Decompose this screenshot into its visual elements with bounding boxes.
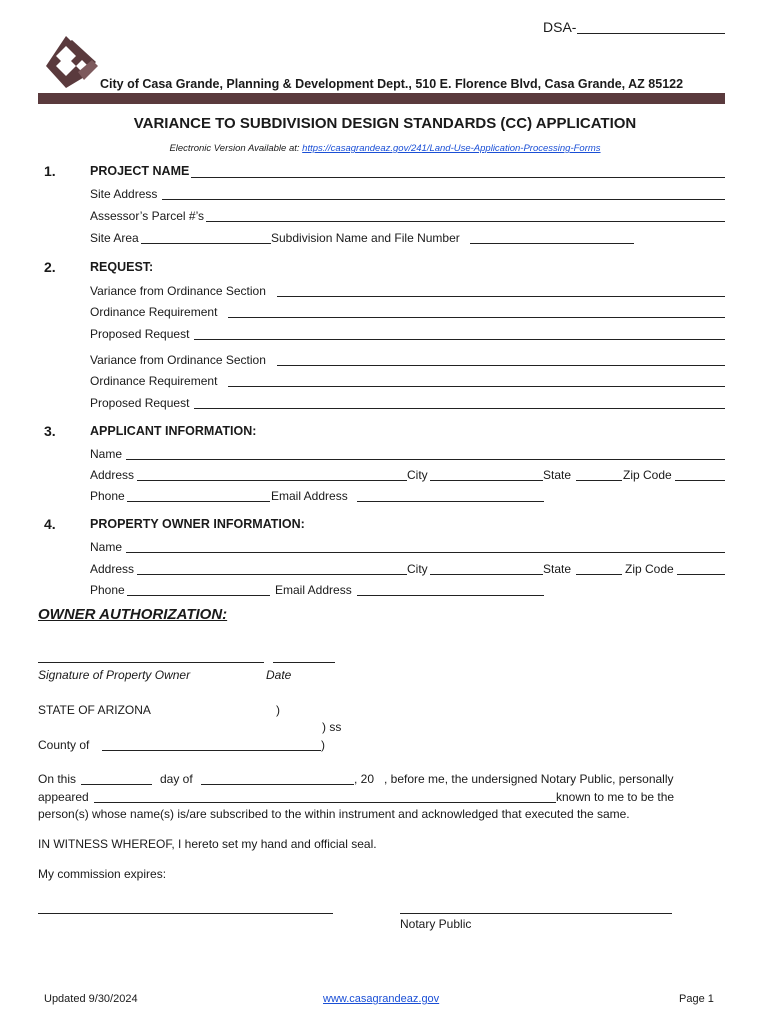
parcel-label: Assessor’s Parcel #’s bbox=[90, 209, 205, 223]
header-bar bbox=[38, 93, 725, 104]
appeared-label: appeared bbox=[38, 790, 89, 804]
proposed-request-field-2[interactable] bbox=[194, 408, 725, 409]
owner-phone-field[interactable] bbox=[127, 595, 270, 596]
variance-section-field-2[interactable] bbox=[277, 365, 725, 366]
owner-state-field[interactable] bbox=[576, 574, 622, 575]
commission-expires-field[interactable] bbox=[38, 913, 333, 914]
website-link[interactable]: www.casagrandeaz.gov bbox=[323, 993, 440, 1005]
electronic-version-note: Electronic Version Available at: https://casagrandeaz.gov/241/Land-Use-Application-Processing-Forms bbox=[169, 143, 601, 154]
state-bracket: ) bbox=[276, 703, 280, 717]
applicant-address-field[interactable] bbox=[137, 480, 407, 481]
state-of-arizona: STATE OF ARIZONA bbox=[38, 703, 151, 717]
owner-city-label: City bbox=[407, 562, 428, 576]
applicant-email-field[interactable] bbox=[357, 501, 544, 502]
applicant-city-field[interactable] bbox=[430, 480, 543, 481]
section-3-number: 3. bbox=[44, 423, 56, 439]
applicant-name-field[interactable] bbox=[126, 459, 725, 460]
site-address-field[interactable] bbox=[162, 199, 725, 200]
project-name-field[interactable] bbox=[191, 177, 725, 178]
applicant-city-label: City bbox=[407, 468, 428, 482]
city-logo-icon bbox=[42, 34, 102, 90]
proposed-request-field[interactable] bbox=[194, 339, 725, 340]
notary-signature-field[interactable] bbox=[400, 913, 672, 914]
department-address: City of Casa Grande, Planning & Development Dept., 510 E. Florence Blvd, Casa Grande, AZ 85122 bbox=[100, 77, 684, 91]
applicant-zip-label: Zip Code bbox=[623, 468, 672, 482]
proposed-request-label-2: Proposed Request bbox=[90, 396, 190, 410]
subdivision-label: Subdivision Name and File Number bbox=[271, 231, 460, 245]
owner-phone-label: Phone bbox=[90, 583, 125, 597]
request-label: REQUEST: bbox=[90, 260, 154, 274]
applicant-phone-field[interactable] bbox=[127, 501, 270, 502]
before-me-text: , before me, the undersigned Notary Public, personally bbox=[384, 772, 674, 786]
owner-signature-label: Signature of Property Owner bbox=[38, 668, 191, 682]
owner-date-field[interactable] bbox=[273, 662, 335, 663]
applicant-email-label: Email Address bbox=[271, 489, 348, 503]
forms-link[interactable]: https://casagrandeaz.gov/241/Land-Use-Application-Processing-Forms bbox=[302, 143, 601, 154]
proposed-request-label: Proposed Request bbox=[90, 327, 190, 341]
variance-section-field[interactable] bbox=[277, 296, 725, 297]
applicant-address-label: Address bbox=[90, 468, 135, 482]
owner-authorization-heading: OWNER AUTHORIZATION: bbox=[38, 606, 228, 623]
notary-public-label: Notary Public bbox=[400, 917, 472, 931]
section-2-number: 2. bbox=[44, 259, 56, 275]
owner-state-label: State bbox=[543, 562, 572, 576]
owner-email-label: Email Address bbox=[275, 583, 352, 597]
site-area-field[interactable] bbox=[141, 243, 271, 244]
known-text: known to me to be the bbox=[556, 790, 675, 804]
owner-signature-field[interactable] bbox=[38, 662, 264, 663]
day-of-label: day of bbox=[160, 772, 193, 786]
ordinance-requirement-field[interactable] bbox=[228, 317, 725, 318]
applicant-phone-label: Phone bbox=[90, 489, 125, 503]
parcel-field[interactable] bbox=[206, 221, 725, 222]
site-area-label: Site Area bbox=[90, 231, 139, 245]
ordinance-requirement-label: Ordinance Requirement bbox=[90, 305, 218, 319]
dsa-number-field[interactable] bbox=[577, 33, 725, 34]
owner-city-field[interactable] bbox=[430, 574, 543, 575]
ordinance-requirement-label-2: Ordinance Requirement bbox=[90, 374, 218, 388]
applicant-zip-field[interactable] bbox=[675, 480, 725, 481]
appeared-name-field[interactable] bbox=[94, 802, 556, 803]
page-title: VARIANCE TO SUBDIVISION DESIGN STANDARDS (CC) APPLICATION bbox=[133, 115, 637, 132]
notary-day-field[interactable] bbox=[81, 784, 152, 785]
owner-zip-field[interactable] bbox=[677, 574, 725, 575]
site-address-label: Site Address bbox=[90, 187, 158, 201]
commission-label: My commission expires: bbox=[38, 867, 167, 881]
owner-address-label: Address bbox=[90, 562, 135, 576]
project-name-label: PROJECT NAME bbox=[90, 164, 190, 178]
persons-text: person(s) whose name(s) is/are subscribed to the within instrument and acknowledged that executed the same. bbox=[38, 807, 630, 821]
section-1-number: 1. bbox=[44, 163, 56, 179]
owner-date-label: Date bbox=[266, 668, 292, 682]
owner-name-field[interactable] bbox=[126, 552, 725, 553]
subdivision-field[interactable] bbox=[470, 243, 634, 244]
year-label: , 20 bbox=[354, 772, 375, 786]
applicant-name-label: Name bbox=[90, 447, 123, 461]
ss-label: ) ss bbox=[322, 720, 342, 734]
notary-month-field[interactable] bbox=[201, 784, 354, 785]
updated-date: Updated 9/30/2024 bbox=[44, 993, 138, 1005]
section-4-number: 4. bbox=[44, 516, 56, 532]
variance-section-label-2: Variance from Ordinance Section bbox=[90, 353, 266, 367]
owner-email-field[interactable] bbox=[357, 595, 544, 596]
applicant-info-label: APPLICANT INFORMATION: bbox=[90, 424, 257, 438]
ordinance-requirement-field-2[interactable] bbox=[228, 386, 725, 387]
owner-name-label: Name bbox=[90, 540, 123, 554]
witness-text: IN WITNESS WHEREOF, I hereto set my hand and official seal. bbox=[38, 837, 377, 851]
county-field[interactable] bbox=[102, 750, 321, 751]
owner-info-label: PROPERTY OWNER INFORMATION: bbox=[90, 517, 305, 531]
page-number: Page 1 bbox=[679, 993, 714, 1005]
county-label: County of bbox=[38, 738, 90, 752]
variance-section-label: Variance from Ordinance Section bbox=[90, 284, 266, 298]
applicant-state-label: State bbox=[543, 468, 572, 482]
owner-address-field[interactable] bbox=[137, 574, 407, 575]
county-bracket: ) bbox=[321, 738, 325, 752]
applicant-state-field[interactable] bbox=[576, 480, 622, 481]
dsa-label: DSA- bbox=[543, 19, 577, 35]
owner-zip-label: Zip Code bbox=[625, 562, 674, 576]
on-this-label: On this bbox=[38, 772, 77, 786]
